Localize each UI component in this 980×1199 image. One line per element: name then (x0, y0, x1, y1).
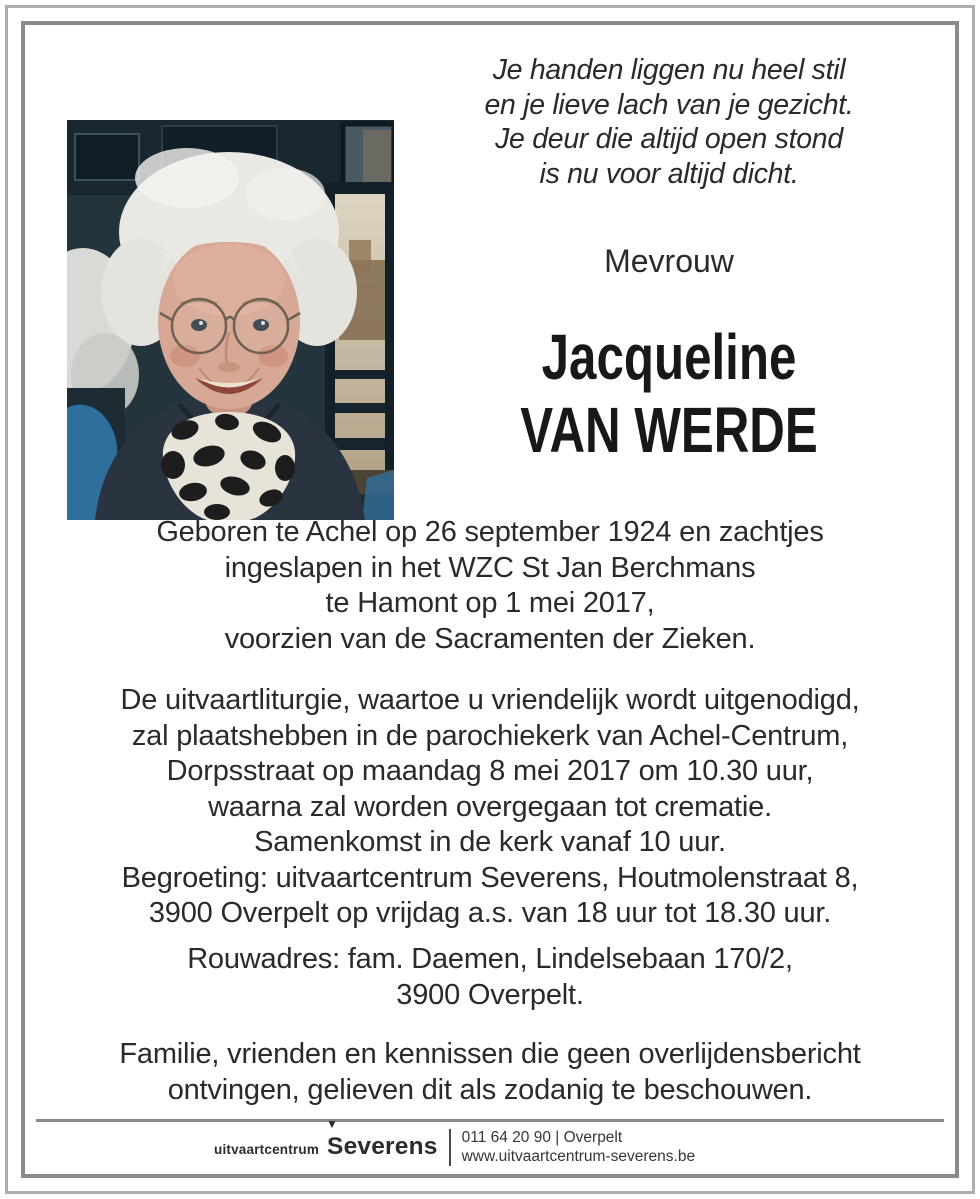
poem-line: is nu voor altijd dicht. (539, 157, 799, 190)
life-details-paragraph (40, 515, 940, 657)
footer-separator (36, 1119, 944, 1122)
brand-name-text: Severens (327, 1133, 438, 1160)
funeral-home-footer (214, 1117, 696, 1168)
text-line: te Hamont op 1 mei 2017, (325, 587, 655, 619)
poem-line: Je handen liggen nu heel stil (492, 54, 846, 86)
footer-divider (449, 1129, 451, 1166)
triangle-down-icon: ▼ (326, 1117, 339, 1131)
text-line: Rouwadres: fam. Daemen, Lindelsebaan 170/2, (187, 943, 793, 975)
notice-paragraph (40, 1037, 940, 1108)
poem (398, 53, 940, 191)
text-line: voorzien van de Sacramenten der Zieken. (224, 622, 756, 655)
text-line: zal plaatshebben in de parochiekerk van Achel-Centrum, (131, 719, 849, 752)
text-line: 3900 Overpelt. (396, 978, 584, 1011)
deceased-first-name: Jacqueline (541, 321, 797, 393)
deceased-last-name: VAN WERDE (520, 394, 818, 466)
salutation: Mevrouw (604, 243, 734, 279)
text-line: Dorpsstraat op maandag 8 mei 2017 om 10.30 uur, (166, 755, 814, 787)
service-details-paragraph (40, 683, 940, 932)
poem-line: en je lieve lach van je gezicht. (484, 88, 854, 121)
text-line: waarna zal worden overgegaan tot crematie. (208, 790, 772, 823)
phone-location-line: 011 64 20 90 | Overpelt (461, 1128, 623, 1146)
text-line: Geboren te Achel op 26 september 1924 en zachtjes (156, 516, 824, 548)
poem-line: Je deur die altijd open stond (495, 123, 843, 155)
mourning-address-paragraph (40, 942, 940, 1013)
text-line: ingeslapen in het WZC St Jan Berchmans (224, 551, 756, 584)
brand-prefix: uitvaartcentrum (214, 1142, 320, 1157)
portrait-illustration (67, 120, 394, 520)
website-line: www.uitvaartcentrum-severens.be (461, 1148, 696, 1165)
footer-contact (462, 1128, 695, 1167)
text-line: Begroeting: uitvaartcentrum Severens, Houtmolenstraat 8, (121, 861, 859, 894)
funeral-home-logo (214, 1117, 438, 1161)
text-line: Samenkomst in de kerk vanaf 10 uur. (254, 826, 726, 858)
text-line: Familie, vrienden en kennissen die geen overlijdensbericht (119, 1038, 861, 1070)
text-line: ontvingen, gelieven dit als zodanig te beschouwen. (167, 1073, 813, 1106)
text-line: De uitvaartliturgie, waartoe u vriendelijk wordt uitgenodigd, (120, 684, 860, 716)
text-line: 3900 Overpelt op vrijdag a.s. van 18 uur tot 18.30 uur. (148, 897, 832, 929)
brand-name (326, 1117, 438, 1161)
portrait-photo (67, 120, 394, 520)
deceased-name (460, 321, 877, 467)
